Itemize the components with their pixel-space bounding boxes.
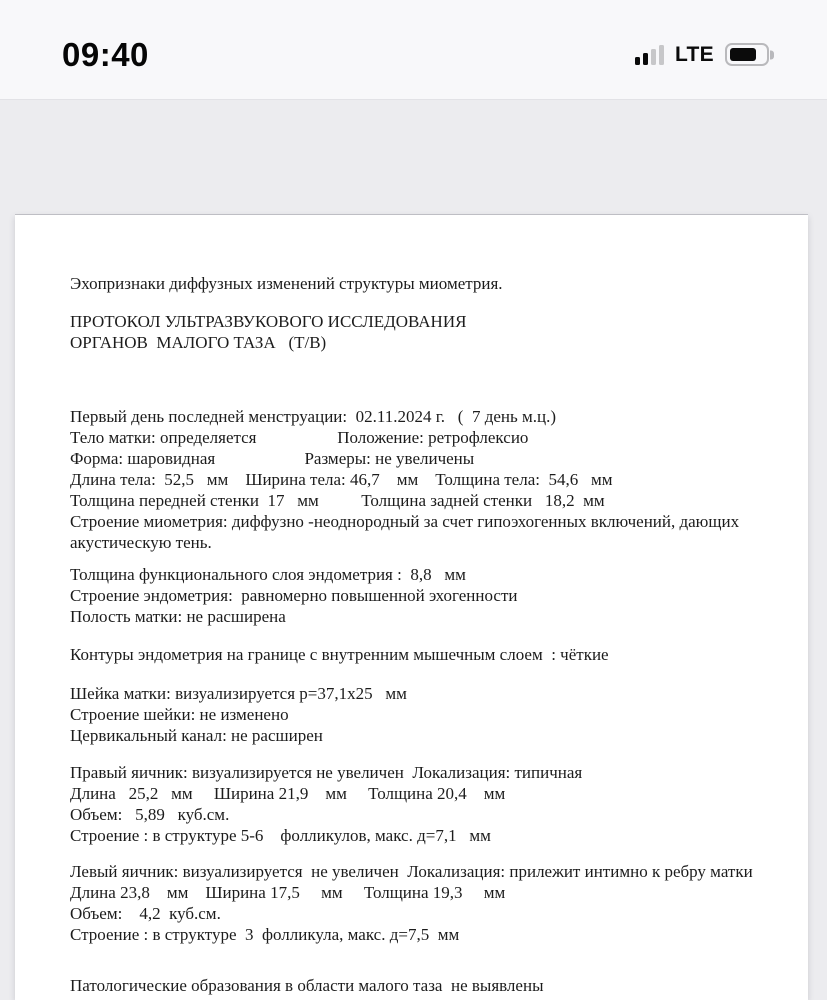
cellular-signal-icon [635,45,664,65]
cervix-line: Шейка матки: визуализируется р=37,1х25 мм [70,684,407,703]
left-ovary-line: Левый яичник: визуализируется не увеличен Локализация: прилежит интимно к ребру матки [70,862,753,881]
right-ovary-structure-line: Строение : в структуре 5-6 фолликулов, макс. д=7,1 мм [70,826,491,845]
uterus-body-line: Тело матки: определяется Положение: ретрофлексио [70,428,529,447]
protocol-title: ПРОТОКОЛ УЛЬТРАЗВУКОВОГО ИССЛЕДОВАНИЯ [70,312,467,331]
wall-thickness-line: Толщина передней стенки 17 мм Толщина задней стенки 18,2 мм [70,491,605,510]
left-ovary-volume-line: Объем: 4,2 куб.см. [70,904,221,923]
menstruation-date-line: Первый день последней менструации: 02.11.2024 г. ( 7 день м.ц.) [70,407,557,426]
signal-bar-1 [635,57,640,65]
cervix-structure-line: Строение шейки: не изменено [70,705,289,724]
document-page [15,215,808,1000]
signal-bar-4 [659,45,664,65]
myometrium-structure-line: Строение миометрия: диффузно -неоднородный за счет гипоэхогенных включений, дающих [70,512,740,531]
cervical-canal-line: Цервикальный канал: не расширен [70,726,323,745]
left-ovary-dimensions-line: Длина 23,8 мм Ширина 17,5 мм Толщина 19,3 мм [70,883,506,902]
uterus-dimensions-line: Длина тела: 52,5 мм Ширина тела: 46,7 мм Толщина тела: 54,6 мм [70,470,613,489]
uterine-cavity-line: Полость матки: не расширена [70,607,286,626]
status-time: 09:40 [62,35,149,73]
battery-fill [730,48,756,61]
echo-signs-line: Эхопризнаки диффузных изменений структуры миометрия. [70,274,503,293]
signal-bar-2 [643,53,648,65]
right-ovary-dimensions-line: Длина 25,2 мм Ширина 21,9 мм Толщина 20,4 мм [70,784,506,803]
status-indicators [635,43,775,67]
acoustic-shadow-line: акустическую тень. [70,533,212,552]
status-bar [0,0,827,100]
endometrium-structure-line: Строение эндометрия: равномерно повышенной эхогенности [70,586,518,605]
protocol-subtitle: ОРГАНОВ МАЛОГО ТАЗА (Т/В) [70,333,327,352]
signal-bar-3 [651,49,656,65]
left-ovary-structure-line: Строение : в структуре 3 фолликула, макс. д=7,5 мм [70,925,460,944]
right-ovary-line: Правый яичник: визуализируется не увеличен Локализация: типичная [70,763,583,782]
battery-nub [770,50,774,59]
endometrium-thickness-line: Толщина функционального слоя эндометрия : 8,8 мм [70,565,466,584]
right-ovary-volume-line: Объем: 5,89 куб.см. [70,805,230,824]
uterus-shape-line: Форма: шаровидная Размеры: не увеличены [70,449,475,468]
document-scroll-area[interactable] [0,100,827,1000]
network-type-label: LTE [674,42,714,66]
pathology-line: Патологические образования в области малого таза не выявлены [70,976,544,995]
battery-icon [725,43,769,66]
endometrium-contours-line: Контуры эндометрия на границе с внутренним мышечным слоем : чёткие [70,645,609,664]
